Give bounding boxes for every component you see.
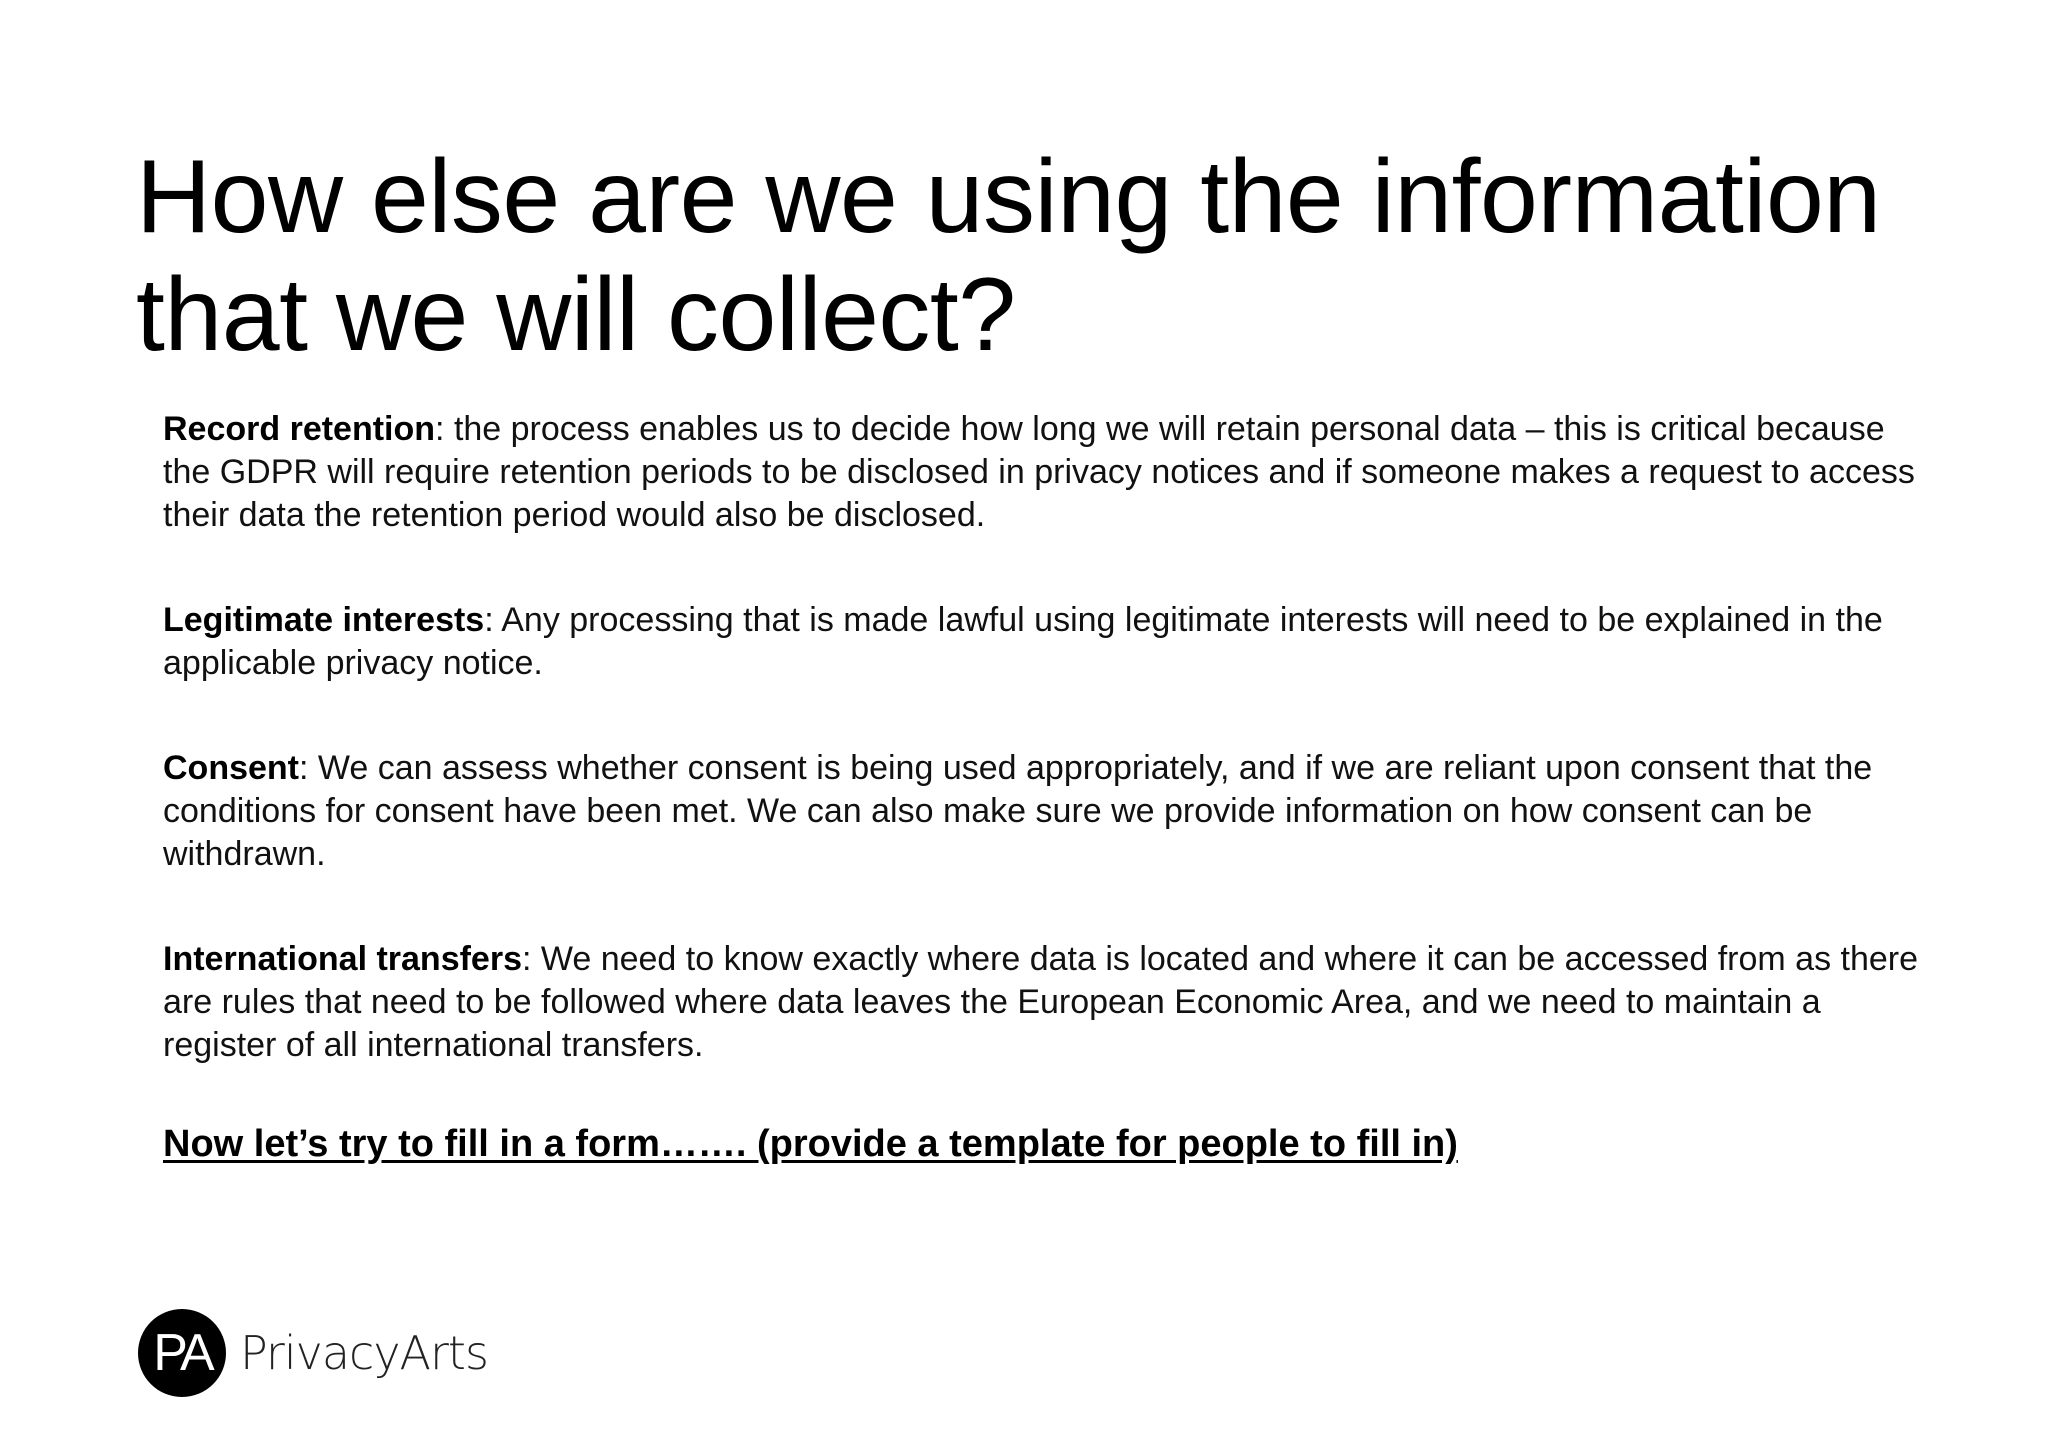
item-text: : We can assess whether consent is being used appropriately, and if we are reliant upon consent that the conditions for consent have been met. We can also make sure we provide information on how consent can be withdrawn. xyxy=(163,749,1873,873)
item-term: International transfers xyxy=(163,940,522,978)
item-term: Legitimate interests xyxy=(163,601,485,639)
item-text: : Any processing that is made lawful using legitimate interests will need to be explained in the applicable privacy notice. xyxy=(163,601,1883,682)
privacy-arts-logo xyxy=(138,1309,488,1397)
item-legitimate-interests xyxy=(163,599,1923,685)
item-term: Record retention xyxy=(163,410,436,448)
item-consent xyxy=(163,747,1923,876)
item-international-transfers xyxy=(163,938,1923,1067)
item-text: : the process enables us to decide how long we will retain personal data – this is critical because the GDPR will require retention periods to be disclosed in privacy notices and if someone makes a request to access their data the retention period would also be disclosed. xyxy=(163,410,1915,534)
logo-mark: PA xyxy=(138,1309,226,1397)
logo-name: PrivacyArts xyxy=(240,1326,488,1380)
fill-form-link[interactable]: Now let’s try to fill in a form……. (provide a template for people to fill in) xyxy=(163,1123,1458,1165)
item-record-retention xyxy=(163,408,1923,537)
slide-title: How else are we using the information that we will collect? xyxy=(136,139,1881,373)
item-term: Consent xyxy=(163,749,299,787)
content-body xyxy=(163,408,1923,1167)
item-text: : We need to know exactly where data is located and where it can be accessed from as there are rules that need to be followed where data leaves the European Economic Area, and we need to maintain a register of all international transfers. xyxy=(163,940,1919,1064)
